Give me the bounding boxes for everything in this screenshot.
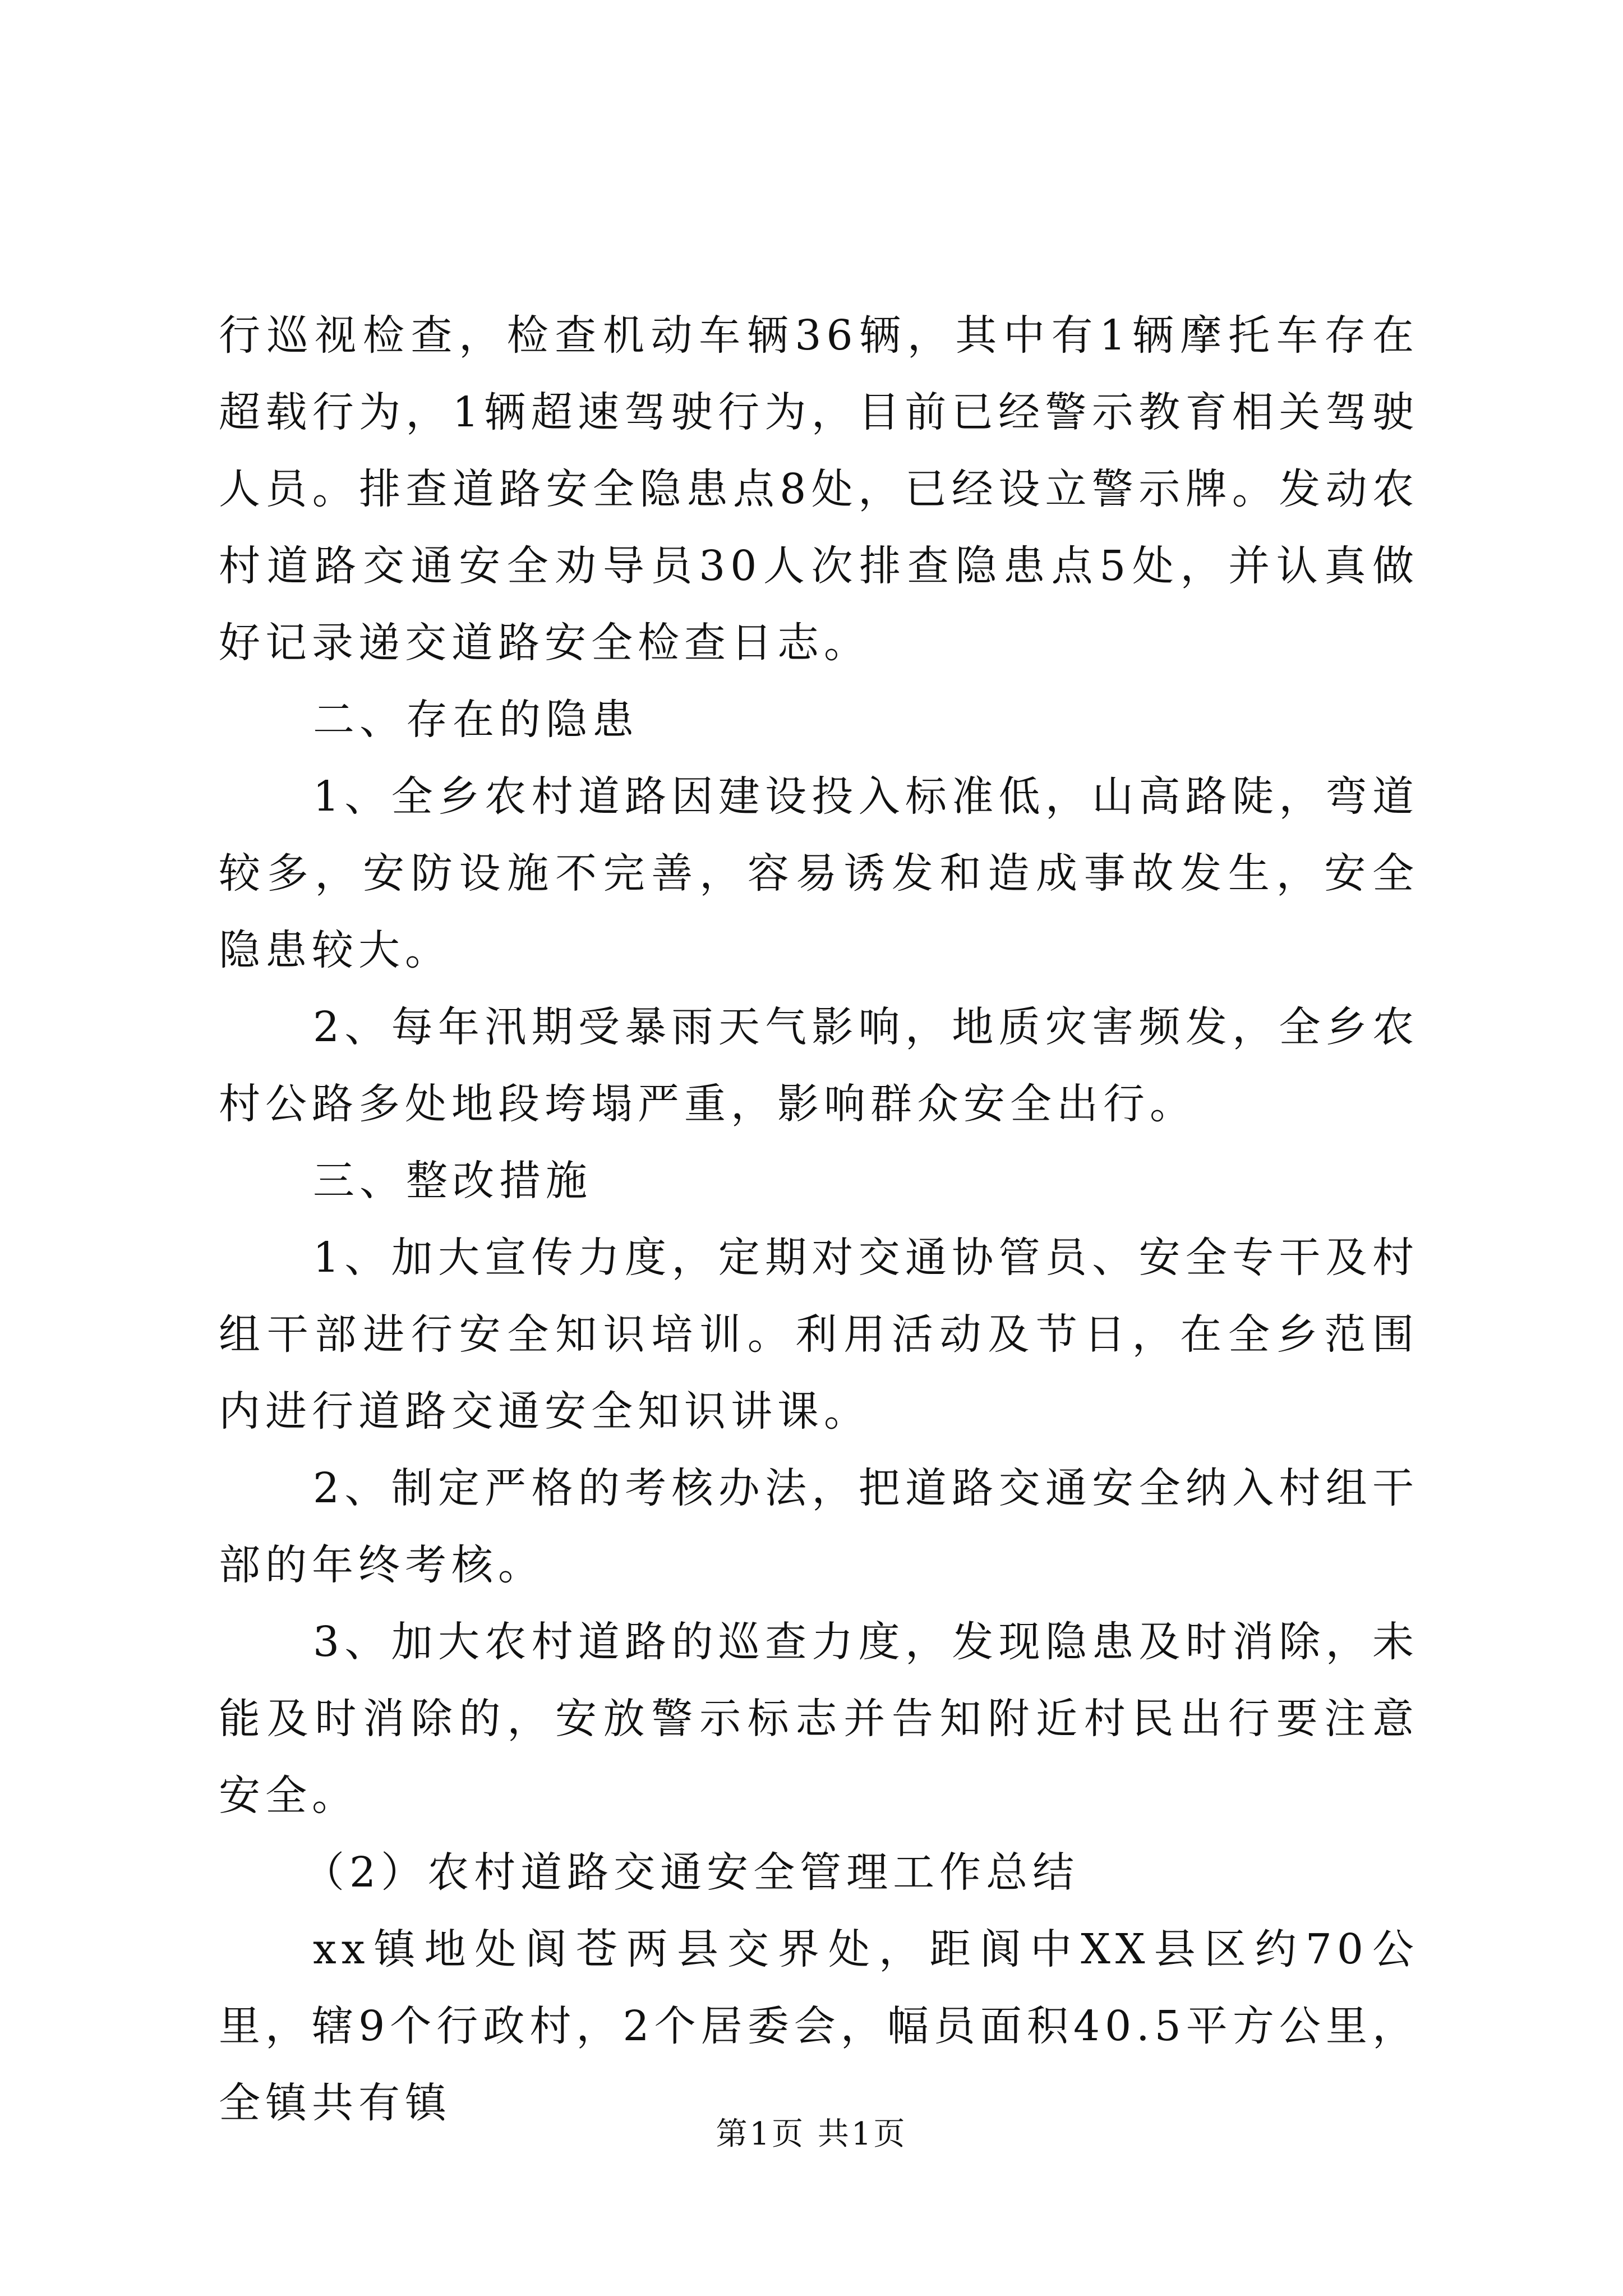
paragraph-town-overview: xx镇地处阆苍两县交界处，距阆中XX县区约70公里，辖9个行政村，2个居委会，幅员面积40.5平方公里，全镇共有镇 xyxy=(219,1925,1419,2127)
paragraph-inspection-summary: 行巡视检查，检查机动车辆36辆，其中有1辆摩托车存在超载行为，1辆超速驾驶行为，目前已经警示教育相关驾驶人员。排查道路安全隐患点8处，已经设立警示牌。发动农村道路交通安全劝导员30人次排查隐患点5处，并认真做好记录递交道路安全检查日志。 xyxy=(219,311,1419,667)
paragraph-measure-2: 2、制定严格的考核办法，把道路交通安全纳入村组干部的年终考核。 xyxy=(219,1464,1419,1589)
section-heading-measures: 三、整改措施 xyxy=(313,1157,592,1205)
paragraph-measure-1: 1、加大宣传力度，定期对交通协管员、安全专干及村组干部进行安全知识培训。利用活动及节日，在全乡范围内进行道路交通安全知识讲课。 xyxy=(219,1234,1419,1435)
paragraph-hazard-1: 1、全乡农村道路因建设投入标准低，山高路陡，弯道较多，安防设施不完善，容易诱发和造成事故发生，安全隐患较大。 xyxy=(219,772,1419,974)
paragraph-hazard-2: 2、每年汛期受暴雨天气影响，地质灾害频发，全乡农村公路多处地段垮塌严重，影响群众安全出行。 xyxy=(219,1003,1419,1128)
paragraph-measure-3: 3、加大农村道路的巡查力度，发现隐患及时消除，未能及时消除的，安放警示标志并告知附近村民出行要注意安全。 xyxy=(219,1618,1419,1820)
section-heading-work-summary: （2）农村道路交通安全管理工作总结 xyxy=(303,1848,1080,1897)
document-body xyxy=(219,297,1419,2142)
section-heading-hazards: 二、存在的隐患 xyxy=(313,696,639,744)
page-footer: 第1页 共1页 xyxy=(716,2116,907,2152)
